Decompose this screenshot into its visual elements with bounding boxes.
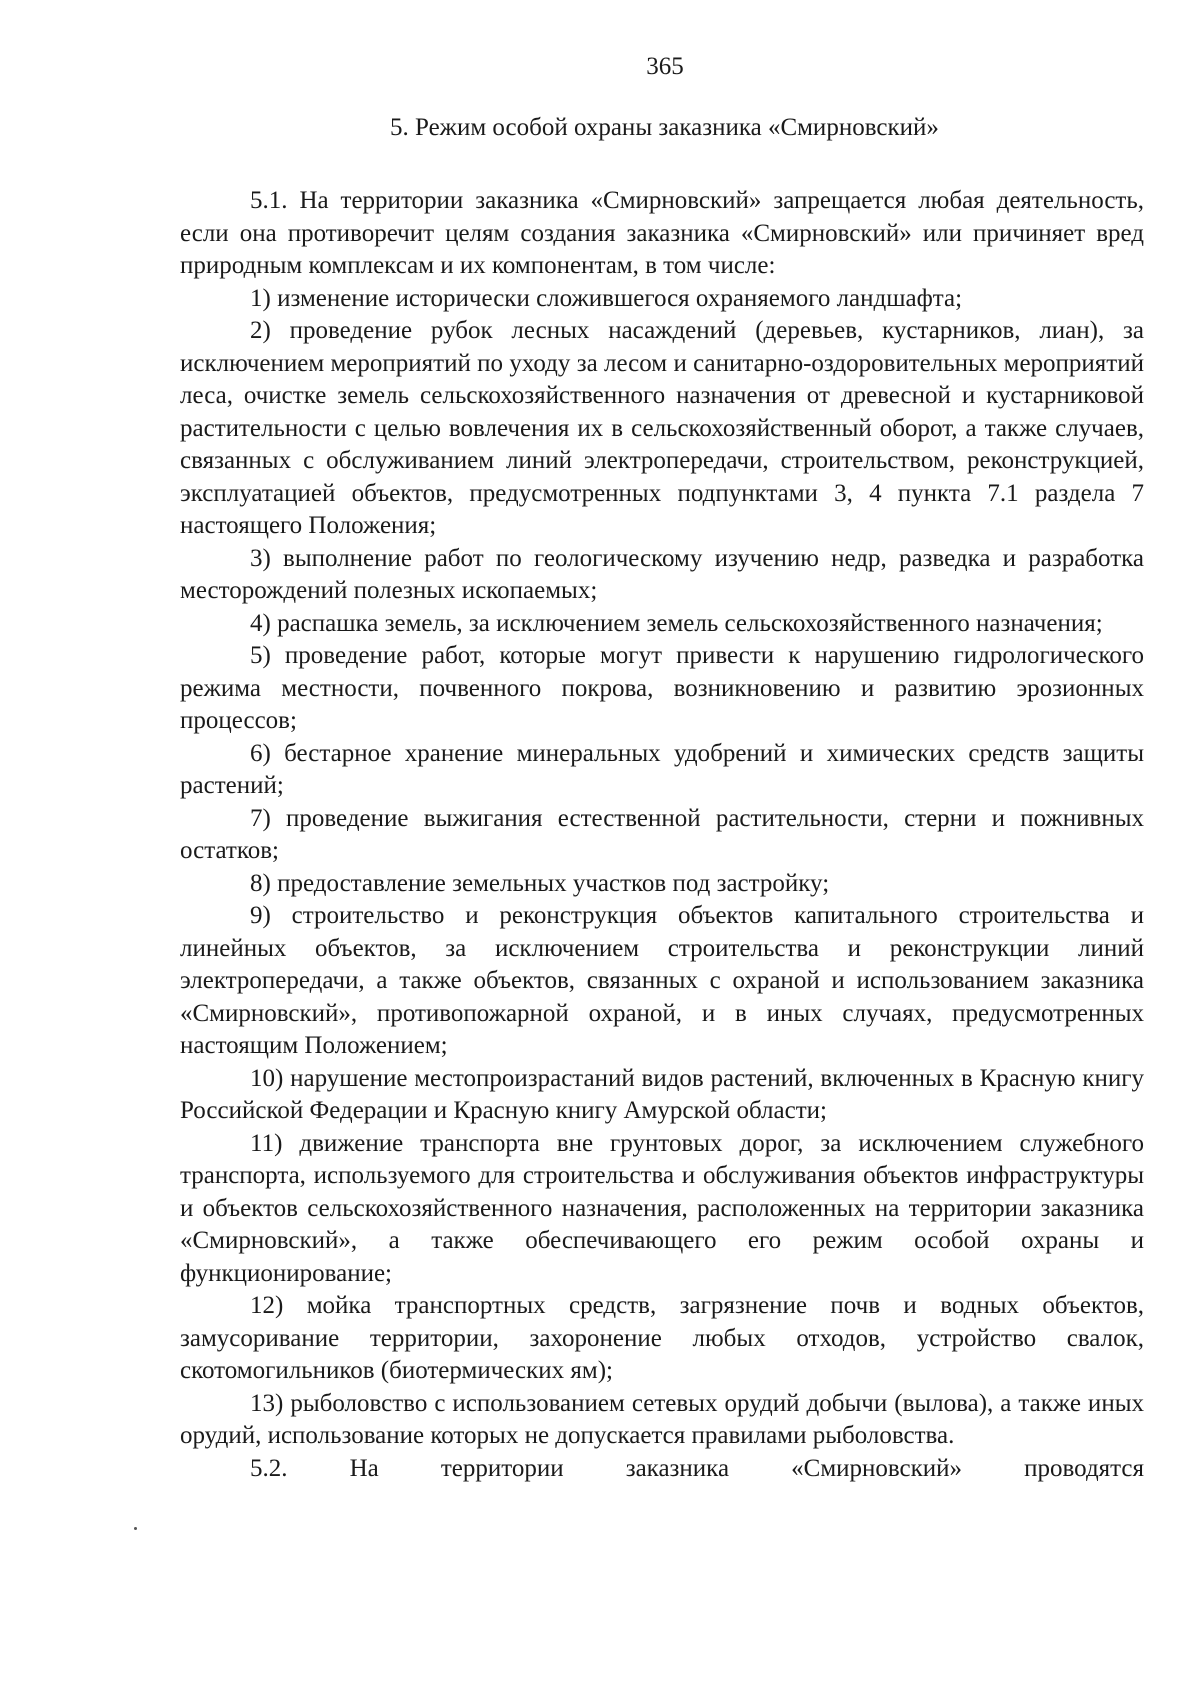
list-item-7: 7) проведение выжигания естественной растительности, стерни и пожнивных остатков; — [180, 804, 1144, 864]
document-body — [180, 185, 1144, 1485]
list-item-13: 13) рыболовство с использованием сетевых орудий добычи (вылова), а также иных орудий, использование которых не допускается правилами рыболовства. — [180, 1389, 1144, 1449]
list-item-6: 6) бестарное хранение минеральных удобрений и химических средств защиты растений; — [180, 739, 1144, 799]
page-number: 365 — [646, 53, 684, 80]
list-item-11: 11) движение транспорта вне грунтовых дорог, за исключением служебного транспорта, используемого для строительства и обслуживания объектов инфраструктуры и объектов сельскохозяйственного назначения, расположенных на территории заказника «Смирновский», а также обеспечивающего его режим особой охраны и функционирование; — [180, 1129, 1144, 1287]
list-item-2: 2) проведение рубок лесных насаждений (деревьев, кустарников, лиан), за исключением мероприятий по уходу за лесом и санитарно-оздоровительных мероприятий леса, очистке земель сельскохозяйственного назначения от древесной и кустарниковой растительности с целью вовлечения их в сельскохозяйственный оборот, а также случаев, связанных с обслуживанием линий электропередачи, строительством, реконструкцией, эксплуатацией объектов, предусмотренных подпунктами 3, 4 пункта 7.1 раздела 7 настоящего Положения; — [180, 317, 1144, 539]
section-title: 5. Режим особой охраны заказника «Смирновский» — [390, 114, 939, 141]
list-item-12: 12) мойка транспортных средств, загрязнение почв и водных объектов, замусоривание территории, захоронение любых отходов, устройство свалок, скотомогильников (биотермических ям); — [180, 1292, 1144, 1384]
list-item-5: 5) проведение работ, которые могут привести к нарушению гидрологического режима местности, почвенного покрова, возникновению и развитию эрозионных процессов; — [180, 642, 1144, 734]
scan-speck — [134, 1527, 137, 1530]
list-item-9: 9) строительство и реконструкция объектов капитального строительства и линейных объектов, за исключением строительства и реконструкции линий электропередачи, а также объектов, связанных с охраной и использованием заказника «Смирновский», противопожарной охраной, и в иных случаях, предусмотренных настоящим Положением; — [180, 902, 1144, 1059]
paragraph-5-1: 5.1. На территории заказника «Смирновский» запрещается любая деятельность, если она противоречит целям создания заказника «Смирновский» или причиняет вред природным комплексам и их компонентам, в том числе: — [180, 187, 1144, 279]
list-item-3: 3) выполнение работ по геологическому изучению недр, разведка и разработка месторождений полезных ископаемых; — [180, 544, 1144, 604]
list-item-1: 1) изменение исторически сложившегося охраняемого ландшафта; — [250, 284, 963, 312]
list-item-10: 10) нарушение местопроизрастаний видов растений, включенных в Красную книгу Российской Федерации и Красную книгу Амурской области; — [180, 1064, 1144, 1124]
paragraph-5-2: 5.2. На территории заказника «Смирновский» проводятся — [250, 1454, 1144, 1482]
list-item-8: 8) предоставление земельных участков под застройку; — [250, 869, 830, 897]
list-item-4: 4) распашка земель, за исключением земель сельскохозяйственного назначения; — [250, 609, 1103, 637]
